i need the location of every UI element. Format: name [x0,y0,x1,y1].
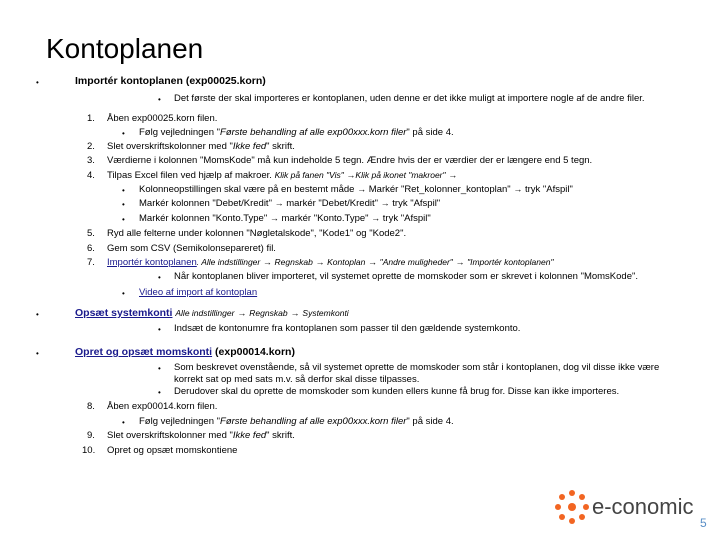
section-subtext: korrekt sat op med sats m.v. så derfor skal disse tilpasses. [174,374,420,385]
arrow-icon: → [269,213,279,223]
step-subtext: Når kontoplanen bliver importeret, vil systemet oprette de momskoder som er skrevet i kolonnen "MomsKode". [174,271,638,282]
step-text: Åben exp00025.korn filen. [107,113,218,124]
arrow-icon: → [380,198,390,208]
arrow-icon: → [262,257,272,267]
arrow-icon: → [371,213,381,223]
step-number: 5. [87,228,95,239]
bullet: • [36,78,39,87]
import-kontoplan-link[interactable]: Importér kontoplanen [107,257,197,268]
step-text: Slet overskriftskolonner med "Ikke fed" skrift. [107,430,295,441]
step-subtext: Følg vejledningen "Første behandling af alle exp00xxx.korn filer" på side 4. [139,127,454,138]
step-text: Gem som CSV (Semikolonsepareret) fil. [107,243,276,254]
step-text: Ryd alle felterne under kolonnen "Nøgletalskode", "Kode1" og "Kode2". [107,228,407,239]
bullet: • [122,289,125,298]
arrow-icon: → [290,308,300,318]
bullet: • [158,95,161,104]
bullet: • [158,388,161,397]
opsaet-systemkonti-link[interactable]: Opsæt systemkonti [75,307,173,319]
section-heading-systemkonti: Opsæt systemkonti Alle indstillinger → Regnskab → Systemkonti [75,307,349,319]
bullet: • [122,200,125,209]
step-text: Tilpas Excel filen ved hjælp af makroer. Klik på fanen "Vis" →Klik på ikonet "makroer" → [107,170,458,181]
arrow-icon: → [237,308,247,318]
bullet: • [158,364,161,373]
arrow-icon: → [448,170,458,180]
bullet: • [158,273,161,282]
note-text: Det første der skal importeres er kontoplanen, uden denne er det ikke muligt at importere nogle af de andre filer. [174,93,645,104]
step-number: 10. [82,445,96,456]
section-heading-momskonti: Opret og opsæt momskonti (exp00014.korn) [75,346,295,358]
step-text: Opret og opsæt momskontiene [107,445,238,456]
step-number: 2. [87,141,95,152]
bullet: • [122,129,125,138]
step-number: 7. [87,257,95,268]
section-subtext: Som beskrevet ovenstående, så vil systemet oprette de momskoder som står i kontoplanen, dog vil disse ikke være [174,362,660,373]
step-number: 9. [87,430,95,441]
step-text: Åben exp00014.korn filen. [107,401,218,412]
arrow-icon: → [513,184,523,194]
e-conomic-logo [552,487,702,527]
step-text: Slet overskriftskolonner med "Ikke fed" skrift. [107,141,295,152]
section-subtext: Derudover skal du oprette de momskoder som kunden ellers kunne få brug for. Disse kan ikke importeres. [174,386,620,397]
arrow-icon: → [455,257,465,267]
logo-text: e-conomic [592,494,694,519]
logo-dots-icon [552,487,592,527]
step-subtext: Kolonneopstillingen skal være på en bestemt måde → Markér "Ret_kolonner_kontoplan" → tryk "Afspil" [139,184,573,195]
bullet: • [158,325,161,334]
page-title: Kontoplanen [46,33,204,64]
arrow-icon: → [346,170,356,180]
page-number: 5 [700,516,707,530]
step-subtext: Følg vejledningen "Første behandling af alle exp00xxx.korn filer" på side 4. [139,416,454,427]
arrow-icon: → [315,257,325,267]
step-subtext: Markér kolonnen "Debet/Kredit" → markér "Debet/Kredit" → tryk "Afspil" [139,198,441,209]
step-number: 3. [87,155,95,166]
step-text: Værdierne i kolonnen "MomsKode" må kun indeholde 5 tegn. Ændre hvis der er værdier der er længere end 5 tegn. [107,155,593,166]
bullet: • [122,418,125,427]
section-subtext: Indsæt de kontonumre fra kontoplanen som passer til den gældende systemkonto. [174,323,521,334]
section-heading-import: Importér kontoplanen (exp00025.korn) [75,75,266,87]
step-number: 8. [87,401,95,412]
bullet: • [36,310,39,319]
bullet: • [122,186,125,195]
opret-momskonti-link[interactable]: Opret og opsæt momskonti [75,346,213,358]
step-subtext: Markér kolonnen "Konto.Type" → markér "Konto.Type" → tryk "Afspil" [139,213,431,224]
video-link[interactable]: Video af import af kontoplan [139,287,258,298]
arrow-icon: → [357,184,367,194]
step-text: Importér kontoplanen. Alle indstillinger → Regnskab → Kontoplan → "Andre muligheder" → "Importér kontoplanen" [107,257,554,268]
bullet: • [122,215,125,224]
arrow-icon: → [368,257,378,267]
step-number: 1. [87,113,95,124]
bullet: • [36,349,39,358]
arrow-icon: → [274,198,284,208]
step-number: 6. [87,243,95,254]
step-number: 4. [87,170,95,181]
